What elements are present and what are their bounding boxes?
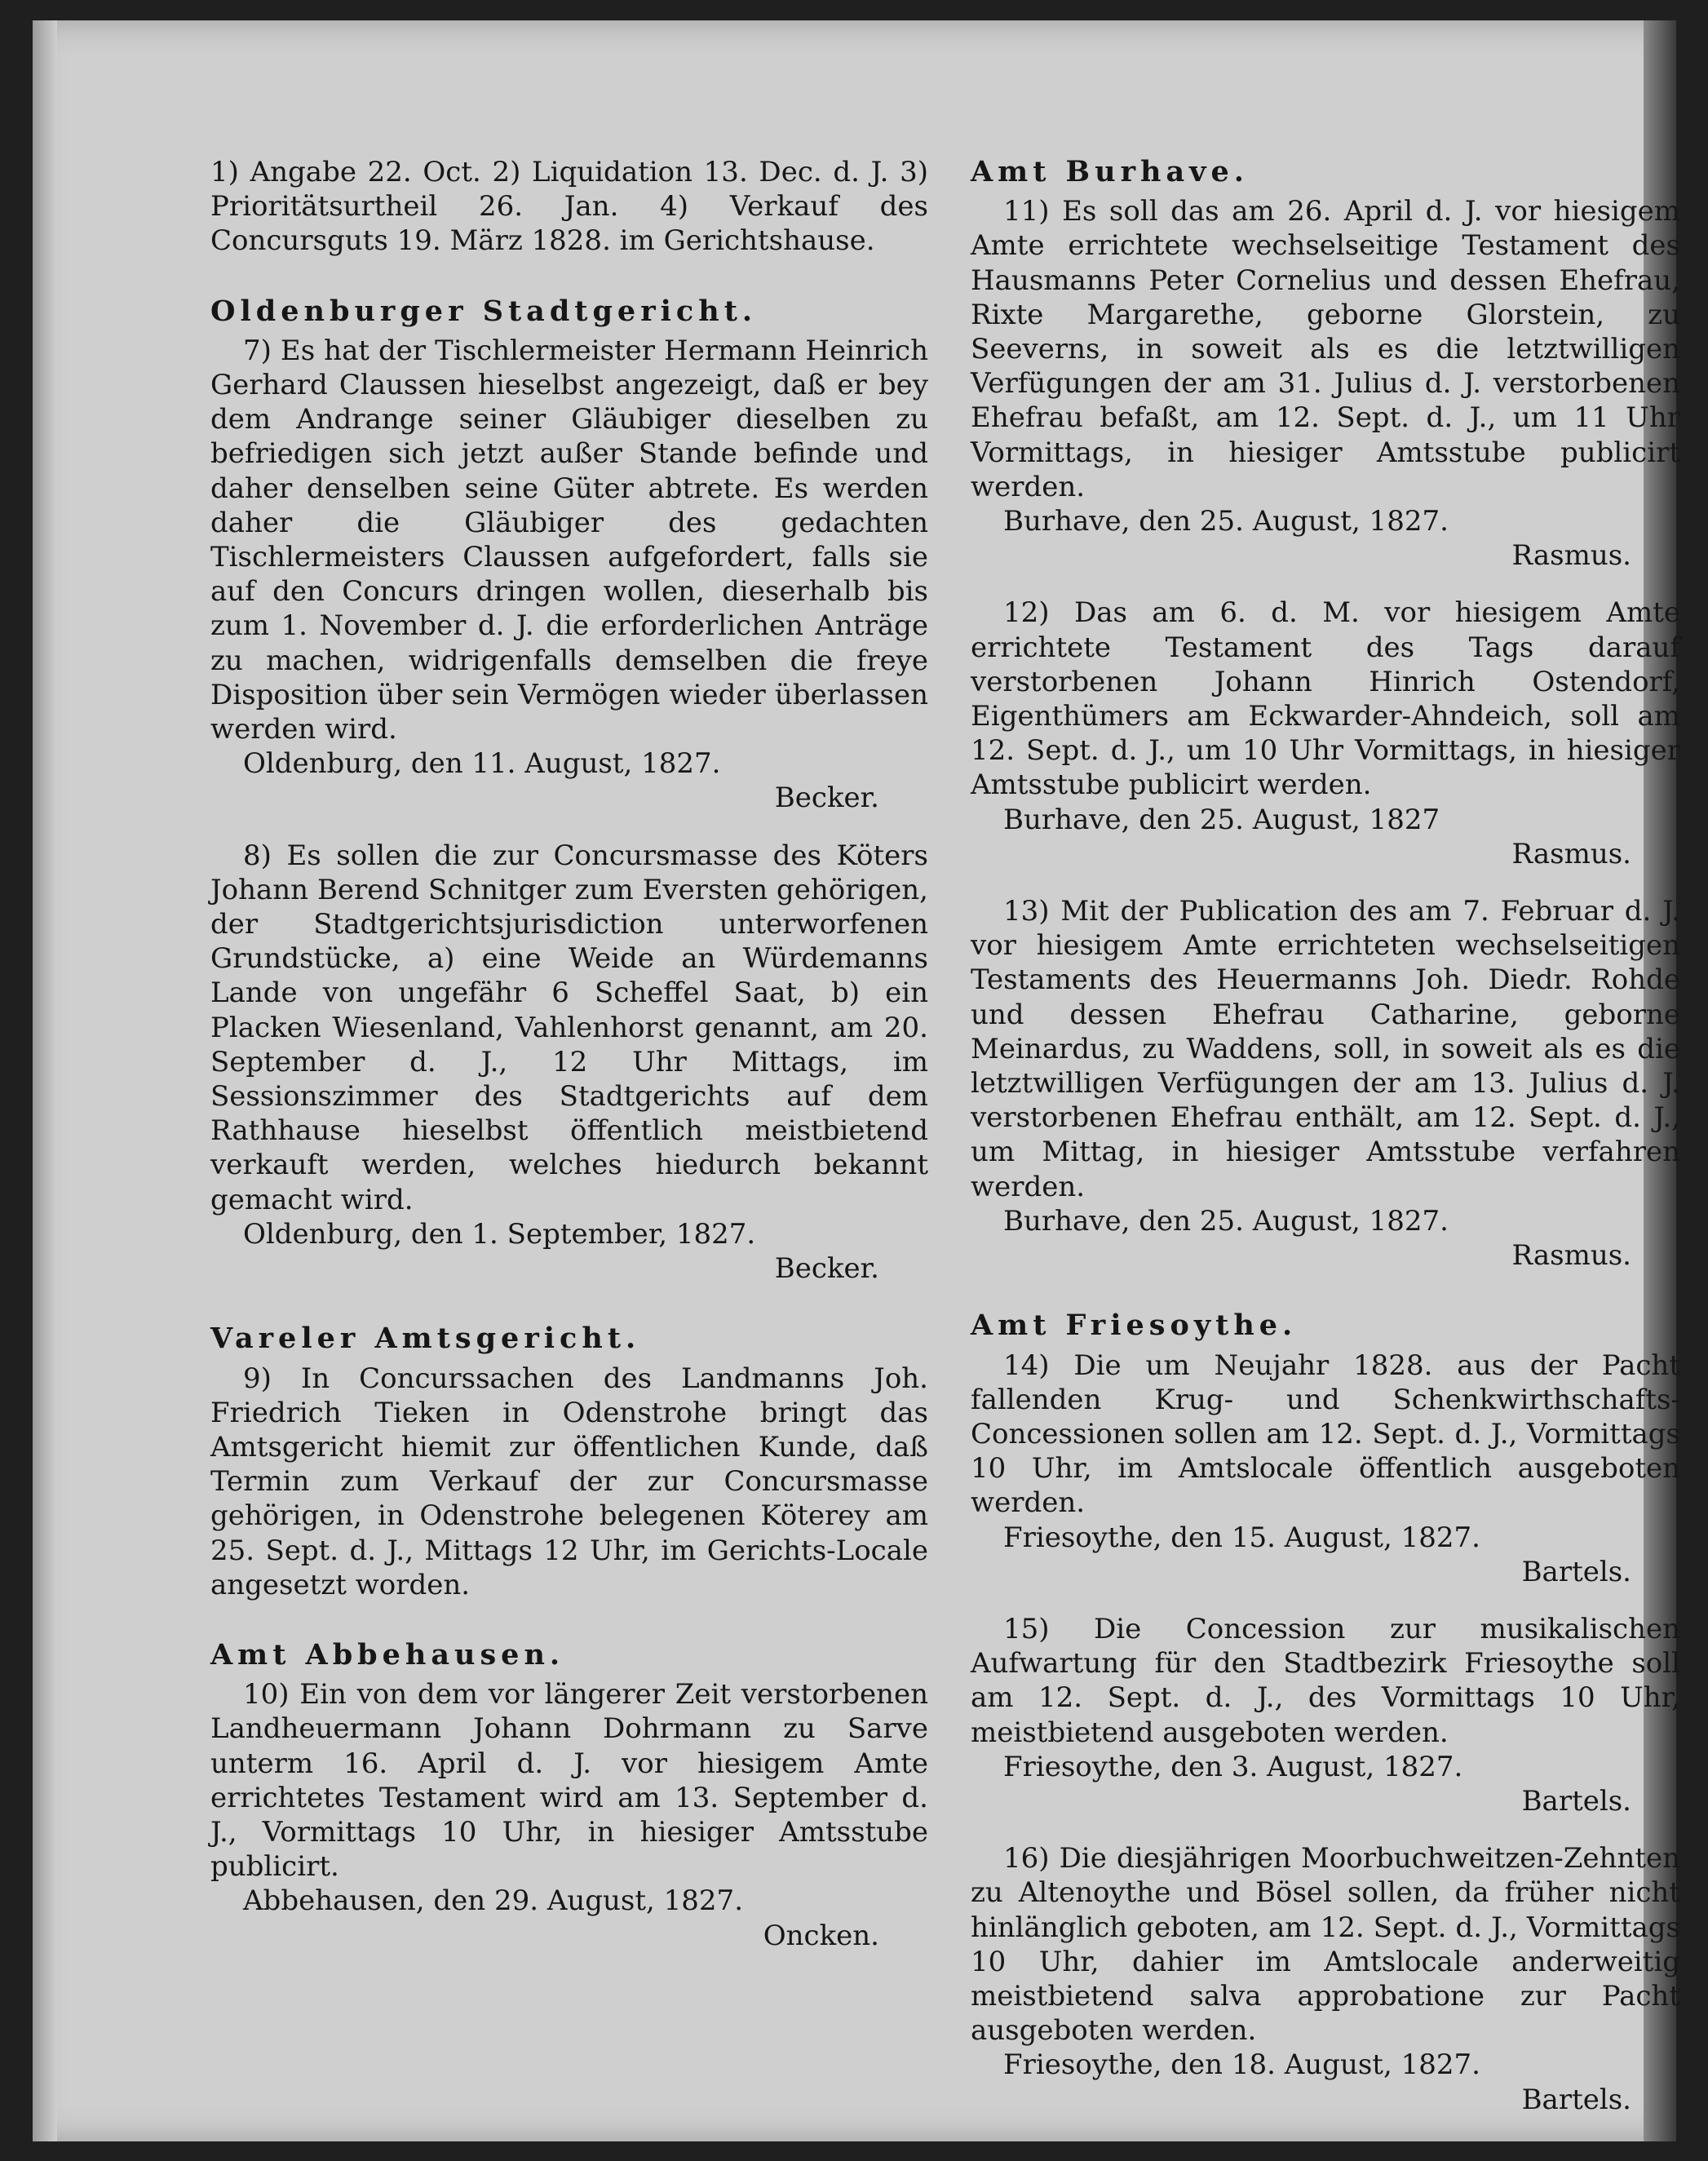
page-left-edge bbox=[33, 20, 57, 2141]
section-heading-abbehausen: Amt Abbehausen. bbox=[210, 1637, 565, 1672]
section-burhave bbox=[971, 155, 1680, 1273]
notice-14-dateline: Friesoythe, den 15. August, 1827. bbox=[1003, 1521, 1480, 1554]
notice-15-dateline: Friesoythe, den 3. August, 1827. bbox=[1003, 1750, 1463, 1783]
notice-10-dateline: Abbehausen, den 29. August, 1827. bbox=[243, 1884, 743, 1918]
notice-7-signature: Becker. bbox=[774, 782, 879, 815]
notice-12-text: 12) Das am 6. d. M. vor hiesigem Amte errichtete Testament des Tags darauf verstorbenen Johann Hinrich Ostendorf, Eigenthümers am Eckwarder-Ahndeich, soll am 12. Sept. d. J., um 10 Uhr Vormittags, in hiesiger Amtsstube publicirt werden. bbox=[971, 596, 1680, 802]
notice-13-text: 13) Mit der Publication des am 7. Februar d. J. vor hiesigem Amte errichteten wechselseitigen Testaments des Heuermanns Joh. Diedr. Rohde und dessen Ehefrau Catharine, geborne Meinardus, zu Waddens, soll, in soweit als es die letztwilligen Verfügungen der am 13. Julius d. J. verstorbenen Ehefrau enthält, am 12. Sept. d. J., um Mittag, in hiesiger Amtsstube verfahren werden. bbox=[971, 895, 1680, 1203]
notice-11-signature: Rasmus. bbox=[1511, 539, 1631, 573]
intro-paragraph: 1) Angabe 22. Oct. 2) Liquidation 13. Dec. d. J. 3) Prioritätsurtheil 26. Jan. 4) Verkauf des Concursguts 19. März 1828. im Gerichtshause. bbox=[210, 156, 928, 258]
notice-16-dateline: Friesoythe, den 18. August, 1827. bbox=[1003, 2048, 1480, 2082]
section-oldenburg bbox=[210, 294, 928, 1286]
section-heading-friesoythe: Amt Friesoythe. bbox=[971, 1309, 1298, 1343]
notice-12-dateline: Burhave, den 25. August, 1827 bbox=[1003, 803, 1440, 836]
notice-7-text: 7) Es hat der Tischlermeister Hermann Heinrich Gerhard Claussen hieselbst angezeigt, daß er bey dem Andrange seiner Gläubiger dieselben zu befriedigen sich jetzt außer Stande befinde und daher denselben seine Güter abtrete. Es werden daher die Gläubiger des gedachten Tischlermeisters Claussen aufgefordert, falls sie auf den Concurs dringen wollen, dieserhalb bis zum 1. November d. J. die erforderlichen Anträge zu machen, widrigenfalls demselben die freye Disposition über sein Vermögen wieder überlassen werden wird. bbox=[210, 334, 928, 746]
section-friesoythe bbox=[971, 1309, 1680, 2116]
notice-11-text: 11) Es soll das am 26. April d. J. vor hiesigem Amte errichtete wechselseitige Testament des Hausmanns Peter Cornelius und dessen Ehefrau, Rixte Margarethe, geborne Glorstein, zu Seeverns, in soweit als es die letztwilligen Verfügungen der am 31. Julius d. J. verstorbenen Ehefrau befaßt, am 12. Sept. d. J., um 11 Uhr Vormittags, in hiesiger Amtsstube publicirt werden. bbox=[971, 195, 1680, 503]
notice-10-text: 10) Ein von dem vor längerer Zeit verstorbenen Landheuermann Johann Dohrmann zu Sarve unterm 16. April d. J. vor hiesigem Amte errichtetes Testament wird am 13. September d. J., Vormittags 10 Uhr, in hiesiger Amtsstube publicirt. bbox=[210, 1678, 928, 1884]
notice-8-text: 8) Es sollen die zur Concursmasse des Köters Johann Berend Schnitger zum Eversten gehörigen, der Stadtgerichtsjurisdiction unterworfenen Grundstücke, a) eine Weide an Würdemanns Lande von ungefähr 6 Scheffel Saat, b) ein Placken Wiesenland, Vahlenhorst genannt, am 20. September d. J., 12 Uhr Mittags, im Sessionszimmer des Stadtgerichts auf dem Rathhause hieselbst öffentlich meistbietend verkauft werden, welches hiedurch bekannt gemacht wird. bbox=[210, 839, 928, 1216]
section-varel bbox=[210, 1322, 928, 1602]
section-heading-oldenburg: Oldenburger Stadtgericht. bbox=[210, 294, 758, 328]
notice-16-text: 16) Die diesjährigen Moorbuchweitzen-Zehnten zu Altenoythe und Bösel sollen, da früher nicht hinlänglich geboten, am 12. Sept. d. J., Vormittags 10 Uhr, dahier im Amtslocale anderweitig meistbietend salva approbatione zur Pacht ausgeboten werden. bbox=[971, 1842, 1680, 2048]
notice-8-dateline: Oldenburg, den 1. September, 1827. bbox=[243, 1217, 756, 1251]
newspaper-page bbox=[33, 20, 1680, 2141]
notice-7-dateline: Oldenburg, den 11. August, 1827. bbox=[243, 747, 721, 781]
notice-11-dateline: Burhave, den 25. August, 1827. bbox=[1003, 505, 1449, 538]
section-heading-varel: Vareler Amtsgericht. bbox=[210, 1322, 641, 1356]
notice-12-signature: Rasmus. bbox=[1511, 837, 1631, 870]
notice-13-signature: Rasmus. bbox=[1511, 1239, 1631, 1273]
notice-16-signature: Bartels. bbox=[1521, 2083, 1631, 2116]
notice-8-signature: Becker. bbox=[774, 1252, 879, 1286]
notice-15-text: 15) Die Concession zur musikalischen Aufwartung für den Stadtbezirk Friesoythe soll am 12. Sept. d. J., des Vormittags 10 Uhr, meistbietend ausgeboten werden. bbox=[971, 1612, 1680, 1749]
section-heading-burhave: Amt Burhave. bbox=[971, 155, 1249, 188]
notice-10-signature: Oncken. bbox=[763, 1919, 879, 1952]
notice-13-dateline: Burhave, den 25. August, 1827. bbox=[1003, 1204, 1449, 1238]
notice-15-signature: Bartels. bbox=[1521, 1784, 1631, 1818]
section-abbehausen bbox=[210, 1638, 928, 1953]
right-column bbox=[971, 155, 1680, 2117]
notice-9-text: 9) In Concurssachen des Landmanns Joh. Friedrich Tieken in Odenstrohe bringt das Amtsgericht hiemit zur öffentlichen Kunde, daß Termin zum Verkauf der zur Concursmasse gehörigen, in Odenstrohe belegenen Köterey am 25. Sept. d. J., Mittags 12 Uhr, im Gerichts-Locale angesetzt worden. bbox=[210, 1362, 928, 1601]
left-column bbox=[210, 155, 928, 1953]
notice-14-signature: Bartels. bbox=[1521, 1555, 1631, 1588]
notice-14-text: 14) Die um Neujahr 1828. aus der Pacht fallenden Krug- und Schenkwirthschafts-Concessionen sollen am 12. Sept. d. J., Vormittags 10 Uhr, im Amtslocale öffentlich ausgeboten werden. bbox=[971, 1348, 1680, 1520]
